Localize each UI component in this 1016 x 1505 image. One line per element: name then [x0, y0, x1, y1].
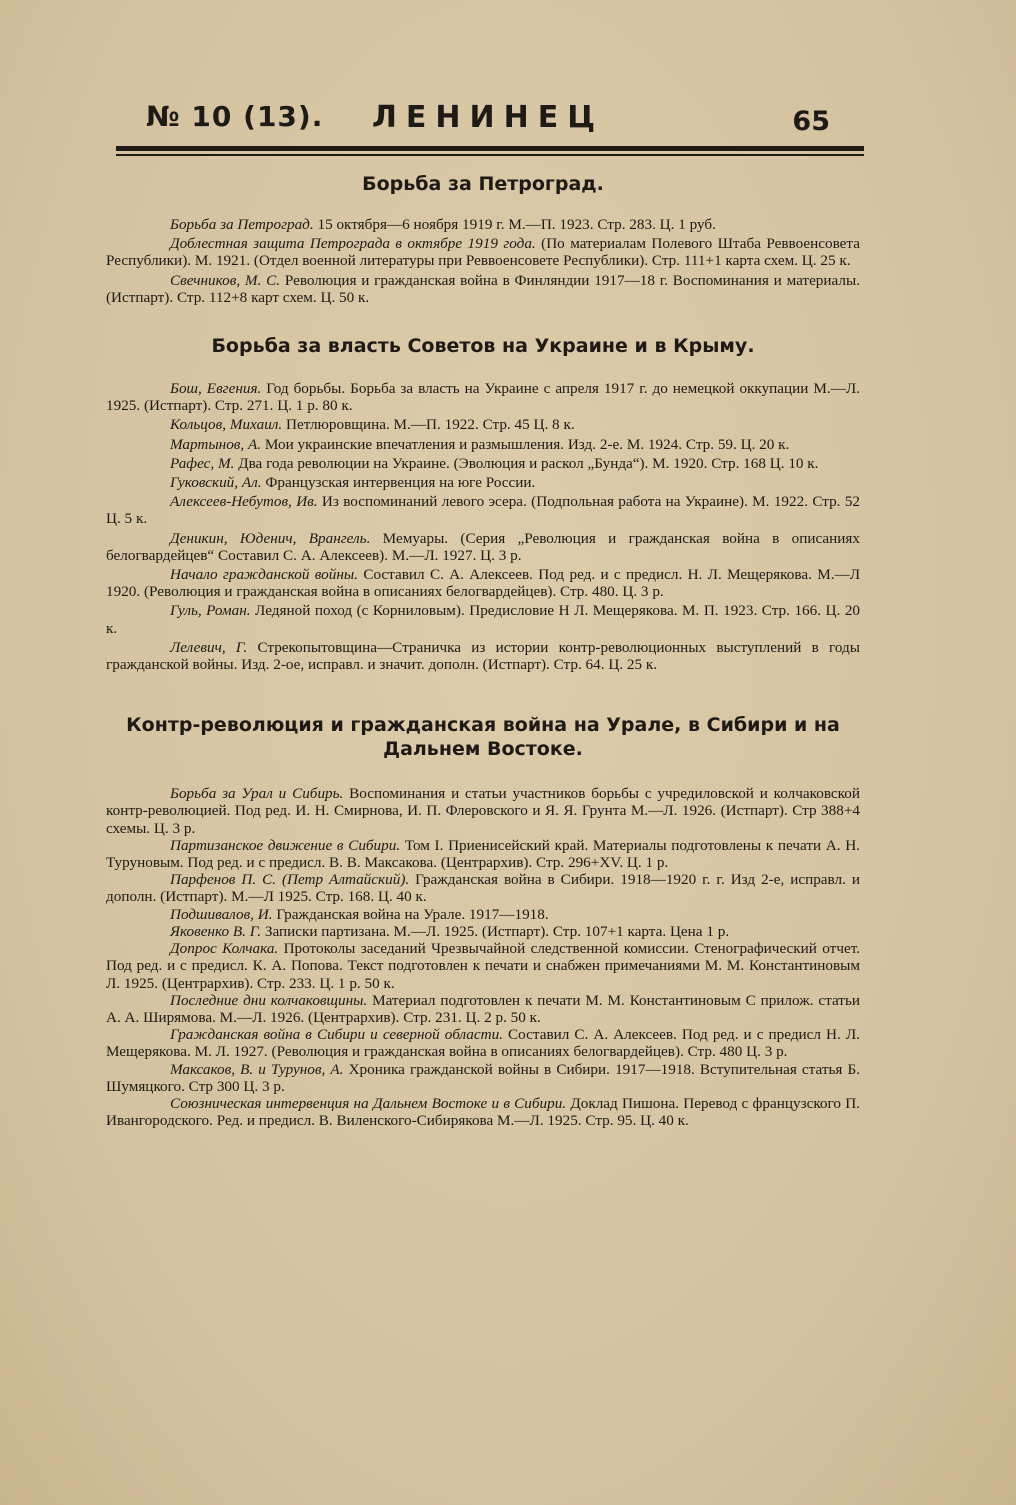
entry-author: Парфенов П. С. (Петр Алтайский). [170, 871, 410, 889]
entry-author: Борьба за Петроград. [170, 216, 314, 233]
entry-text: Мемуары. (Серия „Революция и гражданская война в описаниях белогвардейцев“ Составил С. А. Алексеев). М.—Л. 1927. Ц. 3 р. [106, 529, 860, 564]
bib-entry [106, 923, 860, 940]
entry-author: Деникин, Юденич, Врангель. [170, 529, 371, 547]
bib-entry [106, 216, 860, 233]
entry-author: Свечников, М. С. [170, 271, 281, 289]
entry-text: Составил С. А. Алексеев. Под ред. и с предисл. Н. Л. Мещерякова. М.—Л 1920. (Революция и гражданская война в описаниях белогвардейцев). Стр. 480. Ц. 3 р. [106, 566, 861, 601]
entry-author: Союзническая интервенция на Дальнем Востоке и в Сибири. [170, 1094, 567, 1112]
bib-entry [106, 837, 860, 871]
bib-entry [106, 639, 860, 673]
header-rule-thick [116, 146, 864, 151]
bib-entry [106, 602, 860, 636]
bib-entry [106, 871, 860, 905]
section-title: Контр-революция и гражданская война на Урале, в Сибири и на Дальнем Востоке. [126, 714, 840, 761]
entry-author: Яковенко В. Г. [170, 922, 262, 940]
bib-entry [106, 566, 860, 600]
entry-author: Начало гражданской войны. [170, 566, 358, 584]
section-ural-siberia [106, 713, 860, 1129]
entry-text: Гражданская война в Сибири. 1918—1920 г. г. Изд 2-е, исправл. и дополн. (Истпарт). М.—Л 1925. Стр. 168. Ц. 40 к. [106, 871, 860, 906]
bib-entry [106, 785, 860, 837]
bib-entry [106, 455, 860, 472]
entry-author: Алексеев-Небутов, Ив. [170, 493, 318, 511]
entry-text: Том I. Приенисейский край. Материалы подготовлены к печати А. Н. Туруновым. Под ред. и с предисл. В. В. Максакова. (Центрархив). Стр. 296+XV. Ц. 1 р. [106, 836, 860, 872]
header-rule-thin [116, 154, 864, 156]
bib-entry [106, 235, 860, 269]
entry-text: Два года революции на Украине. (Эволюция и раскол „Бунда“). М. 1920. Стр. 168 Ц. 10 к. [234, 454, 819, 472]
entry-author: Подшивалов, И. [170, 905, 273, 923]
entry-text: Гражданская война на Урале. 1917—1918. [272, 905, 549, 923]
entry-text: Революция и гражданская война в Финляндии 1917—18 г. Воспоминания и материалы. (Истпарт). Стр. 112+8 карт схем. Ц. 50 к. [106, 271, 860, 306]
section-ukraine [106, 334, 860, 673]
entry-author: Рафес, М. [170, 454, 235, 472]
entry-author: Кольцов, Михаил. [170, 416, 283, 434]
bib-entry [106, 940, 860, 992]
entry-author: Максаков, В. и Турунов, А. [170, 1060, 344, 1078]
entry-text: Из воспоминаний левого эсера. (Подпольная работа на Украине). М. 1922. Стр. 52 Ц. 5 к. [106, 493, 861, 528]
entry-text: Воспоминания и статьи участников борьбы с учредиловской и колчаковской контр-революцией. Под ред. И. Н. Смирнова, И. П. Флеровского и Я. Я. Грунта М.—Л. 1926. (Истпарт). Стр 388+4 схемы. Ц. 3 р. [106, 785, 860, 837]
entry-text: Составил С. А. Алексеев. Под ред. и с предисл Н. Л. Мещерякова. М. Л. 1927. (Революция и гражданская война в описаниях белогвардейцев). Стр. 480 Ц. 3 р. [106, 1026, 860, 1061]
entry-text: Ледяной поход (с Корниловым). Предисловие Н Л. Мещерякова. М. П. 1923. Стр. 166. Ц. 20 к. [106, 602, 861, 637]
entry-author: Доблестная защита Петрограда в октябре 1919 года. [170, 235, 536, 253]
bib-entry [106, 1026, 860, 1060]
entry-text: Доклад Пишона. Перевод с французского П. Ивангородского. Ред. и предисл. В. Виленского-Сибирякова М.—Л. 1925. Стр. 95. Ц. 40 к. [106, 1094, 860, 1130]
entry-text: (По материалам Полевого Штаба Реввоенсовета Республики). М. 1921. (Отдел военной литературы при Реввоенсовете Республики). Стр. 111+1 карта схем. Ц. 25 к. [106, 235, 860, 270]
bib-entry [106, 474, 860, 491]
bib-entry [106, 436, 860, 453]
entry-author: Гуль, Роман. [170, 602, 251, 620]
entry-author: Лелевич, Г. [170, 638, 248, 656]
entry-text: Записки партизана. М.—Л. 1925. (Истпарт). Стр. 107+1 карта. Цена 1 р. [261, 922, 730, 940]
entry-author: Партизанское движение в Сибири. [170, 836, 401, 854]
bib-entry [106, 1061, 860, 1095]
bib-entry [106, 530, 860, 564]
entry-text: Протоколы заседаний Чрезвычайной следственной комиссии. Стенографический отчет. Под ред. и с предисл. К. А. Попова. Текст подготовлен к печати и снабжен примечаниями М. М. Константиновым Л. 1925. (Центрархив). Стр. 233. Ц. 1 р. 50 к. [106, 940, 860, 992]
bibliography-content [106, 168, 860, 1129]
entry-text: 15 октября—6 ноября 1919 г. М.—П. 1923. Стр. 283. Ц. 1 руб. [313, 216, 716, 233]
bib-entry [106, 992, 860, 1026]
entry-text: Французская интервенция на юге России. [261, 474, 536, 492]
section-title: Борьба за власть Советов на Украине и в Крыму. [211, 335, 755, 358]
page-number: 65 [792, 106, 830, 137]
entry-author: Бош, Евгения. [170, 380, 262, 398]
entry-text: Петлюровщина. М.—П. 1922. Стр. 45 Ц. 8 к. [282, 416, 575, 434]
section-petrograd [106, 172, 860, 306]
entry-text: Мои украинские впечатления и размышления. Изд. 2-е. М. 1924. Стр. 59. Ц. 20 к. [261, 435, 790, 453]
entry-text: Год борьбы. Борьба за власть на Украине с апреля 1917 г. до немецкой оккупации М.—Л. 1925. (Истпарт). Стр. 271. Ц. 1 р. 80 к. [106, 380, 860, 415]
issue-number: № 10 (13). [146, 100, 324, 133]
entry-author: Мартынов, А. [170, 435, 262, 453]
journal-title: ЛЕНИНЕЦ [372, 100, 605, 135]
entry-text: Стрекопытовщина—Страничка из истории контр-революционных выступлений в годы гражданской войны. Изд. 2-ое, исправл. и значит. дополн. (Истпарт). Стр. 64. Ц. 25 к. [106, 638, 860, 674]
entry-author: Последние дни колчаковщины. [170, 991, 368, 1009]
page-header [112, 100, 862, 142]
bib-entry [106, 1095, 860, 1129]
bib-entry [106, 272, 860, 306]
bib-entry [106, 380, 860, 414]
bib-entry [106, 906, 860, 923]
entry-author: Борьба за Урал и Сибирь. [170, 785, 344, 803]
entry-author: Гуковский, Ал. [170, 474, 262, 492]
entry-text: Хроника гражданской войны в Сибири. 1917—1918. Вступительная статья Б. Шумяцкого. Стр 300 Ц. 3 р. [106, 1060, 860, 1095]
bib-entry [106, 493, 860, 527]
bib-entry [106, 416, 860, 433]
entry-text: Материал подготовлен к печати М. М. Константиновым С прилож. статьи А. А. Ширямова. М.—Л. 1926. (Центрархив). Стр. 231. Ц. 2 р. 50 к. [106, 991, 860, 1026]
entry-author: Допрос Колчака. [170, 940, 279, 958]
section-title: Борьба за Петроград. [362, 173, 604, 195]
entry-author: Гражданская война в Сибири и северной области. [170, 1026, 503, 1044]
